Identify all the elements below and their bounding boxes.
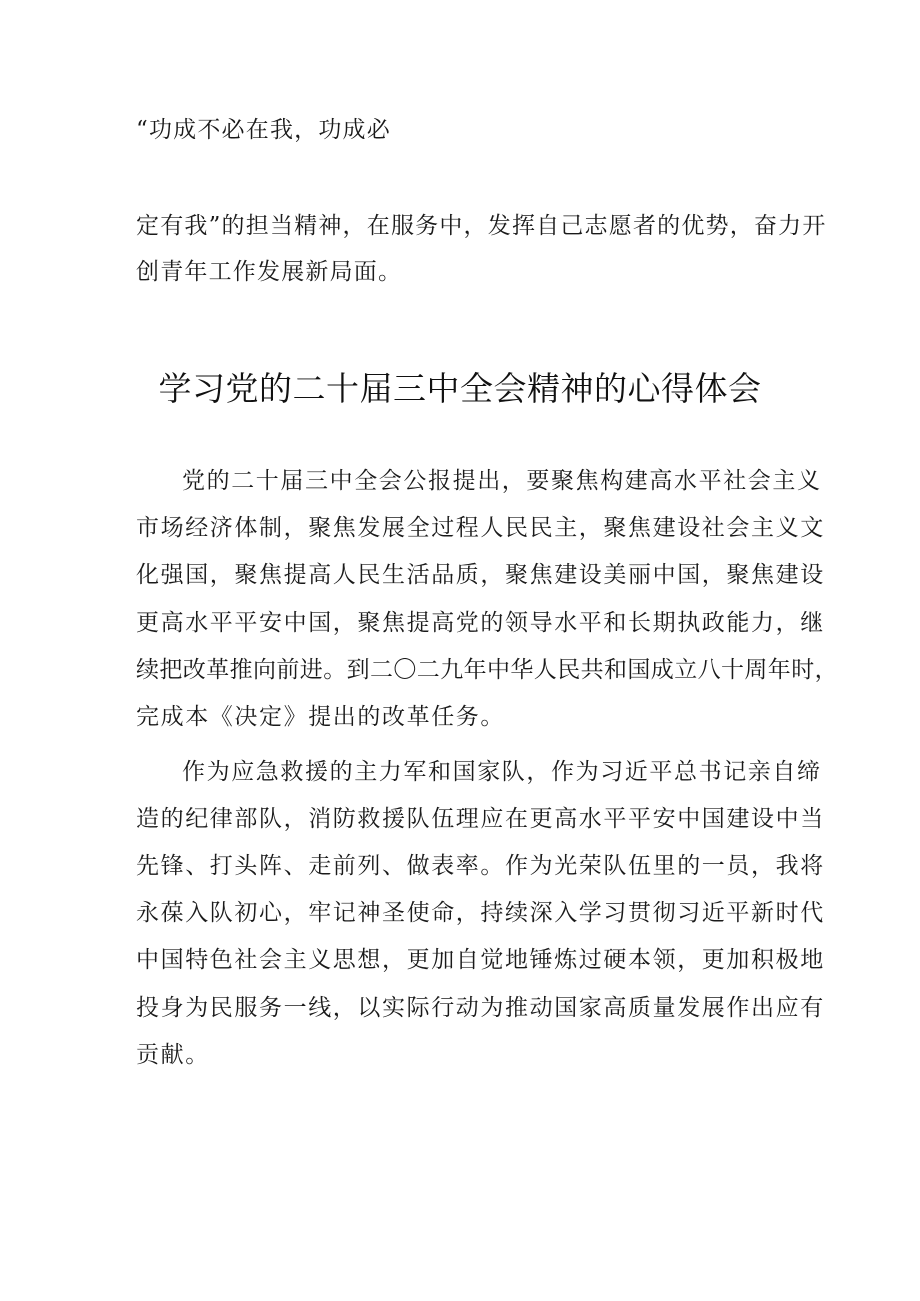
paragraph2-line-1: 作为应急救援的主力军和国家队，作为习近平总书记亲自缔 bbox=[182, 759, 822, 785]
paragraph2-line-4: 永葆入队初心，牢记神圣使命，持续深入学习贯彻习近平新时代 bbox=[136, 900, 825, 926]
paragraph2-line-7: 贡献。 bbox=[136, 1042, 210, 1068]
essay-title: 学习党的二十届三中全会精神的心得体会 bbox=[158, 369, 762, 408]
paragraph1-line-4: 更高水平平安中国，聚焦提高党的领导水平和长期执政能力，继 bbox=[136, 610, 825, 636]
paragraph1-line-1: 党的二十届三中全会公报提出，要聚焦构建高水平社会主义 bbox=[182, 468, 822, 494]
paragraph1-line-6: 完成本《决定》提出的改革任务。 bbox=[136, 704, 505, 730]
continuation-line-2: 定有我”的担当精神，在服务中，发挥自己志愿者的优势，奋力开 bbox=[136, 213, 827, 239]
paragraph1-line-5: 续把改革推向前进。到二〇二九年中华人民共和国成立八十周年时， bbox=[136, 657, 838, 683]
continuation-line-3: 创青年工作发展新局面。 bbox=[136, 259, 403, 285]
paragraph2-line-6: 投身为民服务一线，以实际行动为推动国家高质量发展作出应有 bbox=[136, 995, 825, 1021]
continuation-line-1: “功成不必在我，功成必 bbox=[136, 117, 391, 143]
paragraph1-line-2: 市场经济体制，聚焦发展全过程人民民主，聚焦建设社会主义文 bbox=[136, 515, 825, 541]
paragraph1-line-3: 化强国，聚焦提高人民生活品质，聚焦建设美丽中国，聚焦建设 bbox=[136, 562, 825, 588]
paragraph2-line-3: 先锋、打头阵、走前列、做表率。作为光荣队伍里的一员，我将 bbox=[136, 853, 825, 879]
paragraph2-line-2: 造的纪律部队，消防救援队伍理应在更高水平平安中国建设中当 bbox=[136, 806, 825, 832]
paragraph2-line-5: 中国特色社会主义思想，更加自觉地锤炼过硬本领，更加积极地 bbox=[136, 947, 825, 973]
